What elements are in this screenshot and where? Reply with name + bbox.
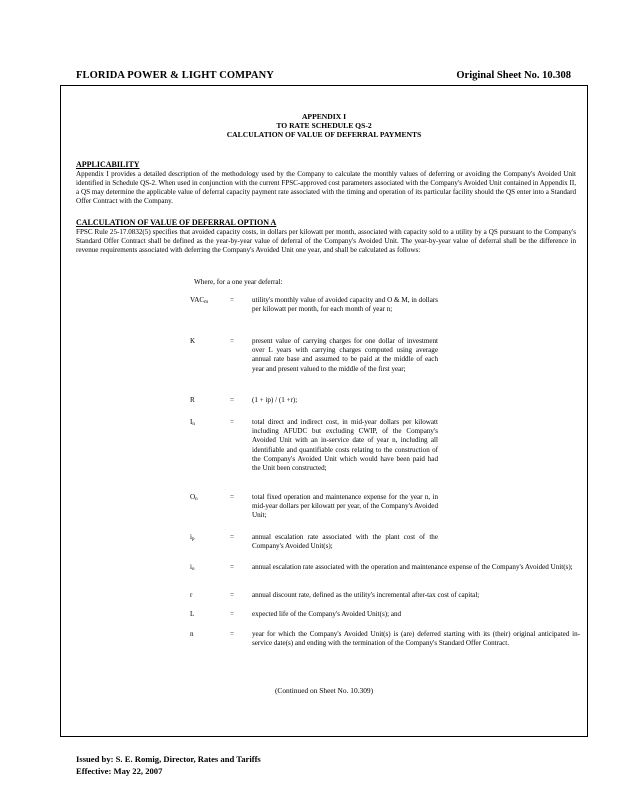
symbol: $O_n$ bbox=[190, 493, 198, 502]
company-name: FLORIDA POWER & LIGHT COMPANY bbox=[76, 70, 274, 81]
definition-text: expected life of the Company's Avoided Unit(s); and bbox=[252, 610, 402, 618]
schedule-title: TO RATE SCHEDULE QS-2 bbox=[276, 121, 372, 130]
equals: = bbox=[230, 493, 235, 501]
issued-by: Issued by: S. E. Romig, Director, Rates and Tariffs bbox=[76, 754, 261, 764]
equals: = bbox=[230, 337, 235, 345]
equals: = bbox=[230, 610, 235, 618]
equals: = bbox=[230, 630, 235, 638]
definition-text: utility's monthly value of avoided capacity and O & M, in dollars per kilowatt per month, for each month of year n; bbox=[252, 296, 438, 314]
definition-text: annual escalation rate associated with the plant cost of the Company's Avoided Unit(s); bbox=[252, 533, 438, 551]
definition-text: total direct and indirect cost, in mid-year dollars per kilowatt including AFUDC but excluding CWIP, of the Company's Avoided Unit with an in-service date of year n, including all identifiable and quantifiable costs relating to the construction of the Company's Avoided Unit which would have been paid had the Unit been constructed; bbox=[252, 418, 438, 473]
document-title: CALCULATION OF VALUE OF DEFERRAL PAYMENTS bbox=[226, 130, 422, 139]
effective-date: Effective: May 22, 2007 bbox=[76, 766, 163, 776]
calculation-text: FPSC Rule 25-17.0832(5) specifies that avoided capacity costs, in dollars per kilowatt per month, associated with capacity sold to a utility by a QS pursuant to the Company's Standard Offer Contract shall be defined as the year-by-year value of deferral of the Company's Avoided Unit. The year-by-year value of deferral shall be the difference in revenue requirements associated with deferring the Company's Avoided Unit one year, and shall be calculated as follows: bbox=[76, 228, 576, 255]
equals: = bbox=[230, 533, 235, 541]
where-line: Where, for a one year deferral: bbox=[194, 278, 283, 286]
definition-text: year for which the Company's Avoided Unit(s) is (are) deferred starting with its (their) original anticipated in-service date(s) and ending with the termination of the Company's Standard Offer Contract. bbox=[252, 630, 580, 648]
equals: = bbox=[230, 418, 235, 426]
equals: = bbox=[230, 563, 235, 571]
symbol: $i_p$ bbox=[190, 533, 195, 542]
definition-text: annual discount rate, defined as the utility's incremental after-tax cost of capital; bbox=[252, 591, 480, 599]
appendix-title: APPENDIX I bbox=[301, 112, 347, 121]
symbol: L bbox=[190, 610, 195, 618]
symbol: R bbox=[190, 396, 195, 404]
definition-text: present value of carrying charges for one dollar of investment over L years with carrying charges computed using average annual rate base and assumed to be paid at the middle of each year and present valued to the middle of the first year; bbox=[252, 337, 438, 373]
symbol: K bbox=[190, 337, 196, 345]
continued-note: (Continued on Sheet No. 10.309) bbox=[274, 686, 374, 695]
equals: = bbox=[230, 296, 235, 304]
symbol: $i_o$ bbox=[190, 563, 195, 572]
applicability-text: Appendix I provides a detailed description of the methodology used by the Company to calculate the monthly values of deferring or avoiding the Company's Avoided Unit identified in Schedule QS-2. When used in conjunction with the current FPSC-approved cost parameters associated with the Company's Avoided Unit contained in Appendix II, a QS may determine the applicable value of deferral capacity payment rate associated with the timing and operation of its particular facility should the QS enter into a Standard Offer Contract with the Company. bbox=[76, 170, 576, 206]
definition-text: total fixed operation and maintenance expense for the year n, in mid-year dollars per kilowatt per year, of the Company's Avoided Unit; bbox=[252, 493, 438, 520]
definition-text: annual escalation rate associated with the operation and maintenance expense of the Company's Avoided Unit(s); bbox=[252, 563, 573, 571]
symbol: $VAC_m$ bbox=[190, 296, 208, 305]
symbol: $I_n$ bbox=[190, 418, 195, 427]
calculation-heading: CALCULATION OF VALUE OF DEFERRAL OPTION A bbox=[76, 218, 277, 227]
applicability-heading: APPLICABILITY bbox=[76, 160, 140, 169]
sheet-number: Original Sheet No. 10.308 bbox=[456, 70, 571, 81]
equals: = bbox=[230, 396, 235, 404]
symbol: r bbox=[190, 591, 193, 599]
definition-text: (1 + ip) / (1 +r); bbox=[252, 396, 298, 404]
symbol: n bbox=[190, 630, 194, 638]
equals: = bbox=[230, 591, 235, 599]
